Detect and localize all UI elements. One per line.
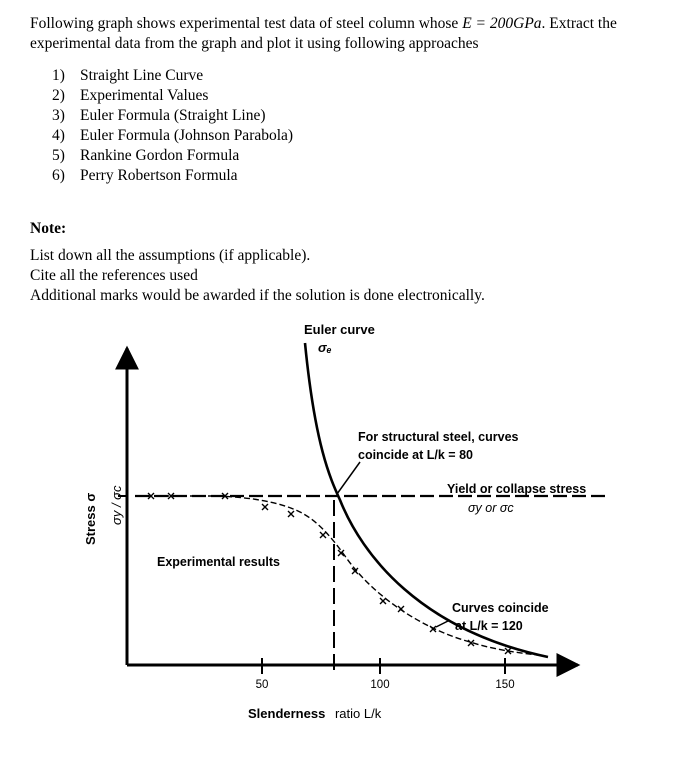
- experimental-results-label: Experimental results: [157, 555, 280, 569]
- data-point: [380, 598, 386, 604]
- modulus-expression: E = 200GPa: [462, 15, 542, 32]
- note-heading: Note:: [30, 220, 67, 237]
- approach-label: Perry Robertson Formula: [80, 167, 238, 184]
- approach-label: Euler Formula (Johnson Parabola): [80, 127, 294, 144]
- x-axis-label-rest: ratio L/k: [334, 706, 382, 721]
- y-axis-label: Stress σ: [83, 492, 98, 545]
- approach-number: 1): [52, 67, 65, 84]
- data-point: [320, 532, 326, 538]
- approach-number: 3): [52, 107, 65, 124]
- yield-stress-symbol: σy or σc: [468, 501, 514, 515]
- x-tick-150: 150: [495, 679, 515, 691]
- euler-curve-label: Euler curve: [304, 322, 375, 337]
- approach-number: 5): [52, 147, 65, 164]
- steel-annotation-line-1: For structural steel, curves: [358, 430, 519, 444]
- yield-stress-label: Yield or collapse stress: [447, 482, 587, 496]
- y-tick-label: σy / σc: [109, 485, 124, 525]
- approach-number: 4): [52, 127, 65, 144]
- curves-coincide-line-2: at L/k = 120: [455, 619, 523, 633]
- x-tick-100: 100: [370, 679, 390, 691]
- curves-coincide-line-1: Curves coincide: [452, 601, 549, 615]
- intro-prefix: Following graph shows experimental test data of steel column whose: [30, 15, 463, 32]
- steel-annotation-pointer: [337, 462, 360, 494]
- x-axis-label-bold: Slenderness: [248, 706, 326, 721]
- euler-stress-symbol: σₑ: [318, 340, 332, 355]
- approach-label: Rankine Gordon Formula: [80, 147, 240, 164]
- note-line: List down all the assumptions (if applicable).: [30, 247, 311, 264]
- note-line: Additional marks would be awarded if the solution is done electronically.: [30, 287, 485, 304]
- approach-number: 2): [52, 87, 65, 104]
- approach-label: Straight Line Curve: [80, 67, 204, 84]
- data-point: [262, 504, 268, 510]
- steel-annotation-line-2: coincide at L/k = 80: [358, 448, 473, 462]
- intro-suffix: . Extract the experimental data from the graph and plot it using following approaches: [30, 15, 617, 52]
- data-point: [288, 511, 294, 517]
- approach-number: 6): [52, 167, 65, 184]
- approach-label: Euler Formula (Straight Line): [80, 107, 266, 124]
- x-tick-50: 50: [255, 679, 269, 691]
- coincide-annotation-pointer: [436, 620, 450, 627]
- x-axis-label: [248, 706, 382, 721]
- data-point: [398, 606, 404, 612]
- note-line: Cite all the references used: [30, 267, 198, 284]
- approach-label: Experimental Values: [80, 87, 209, 104]
